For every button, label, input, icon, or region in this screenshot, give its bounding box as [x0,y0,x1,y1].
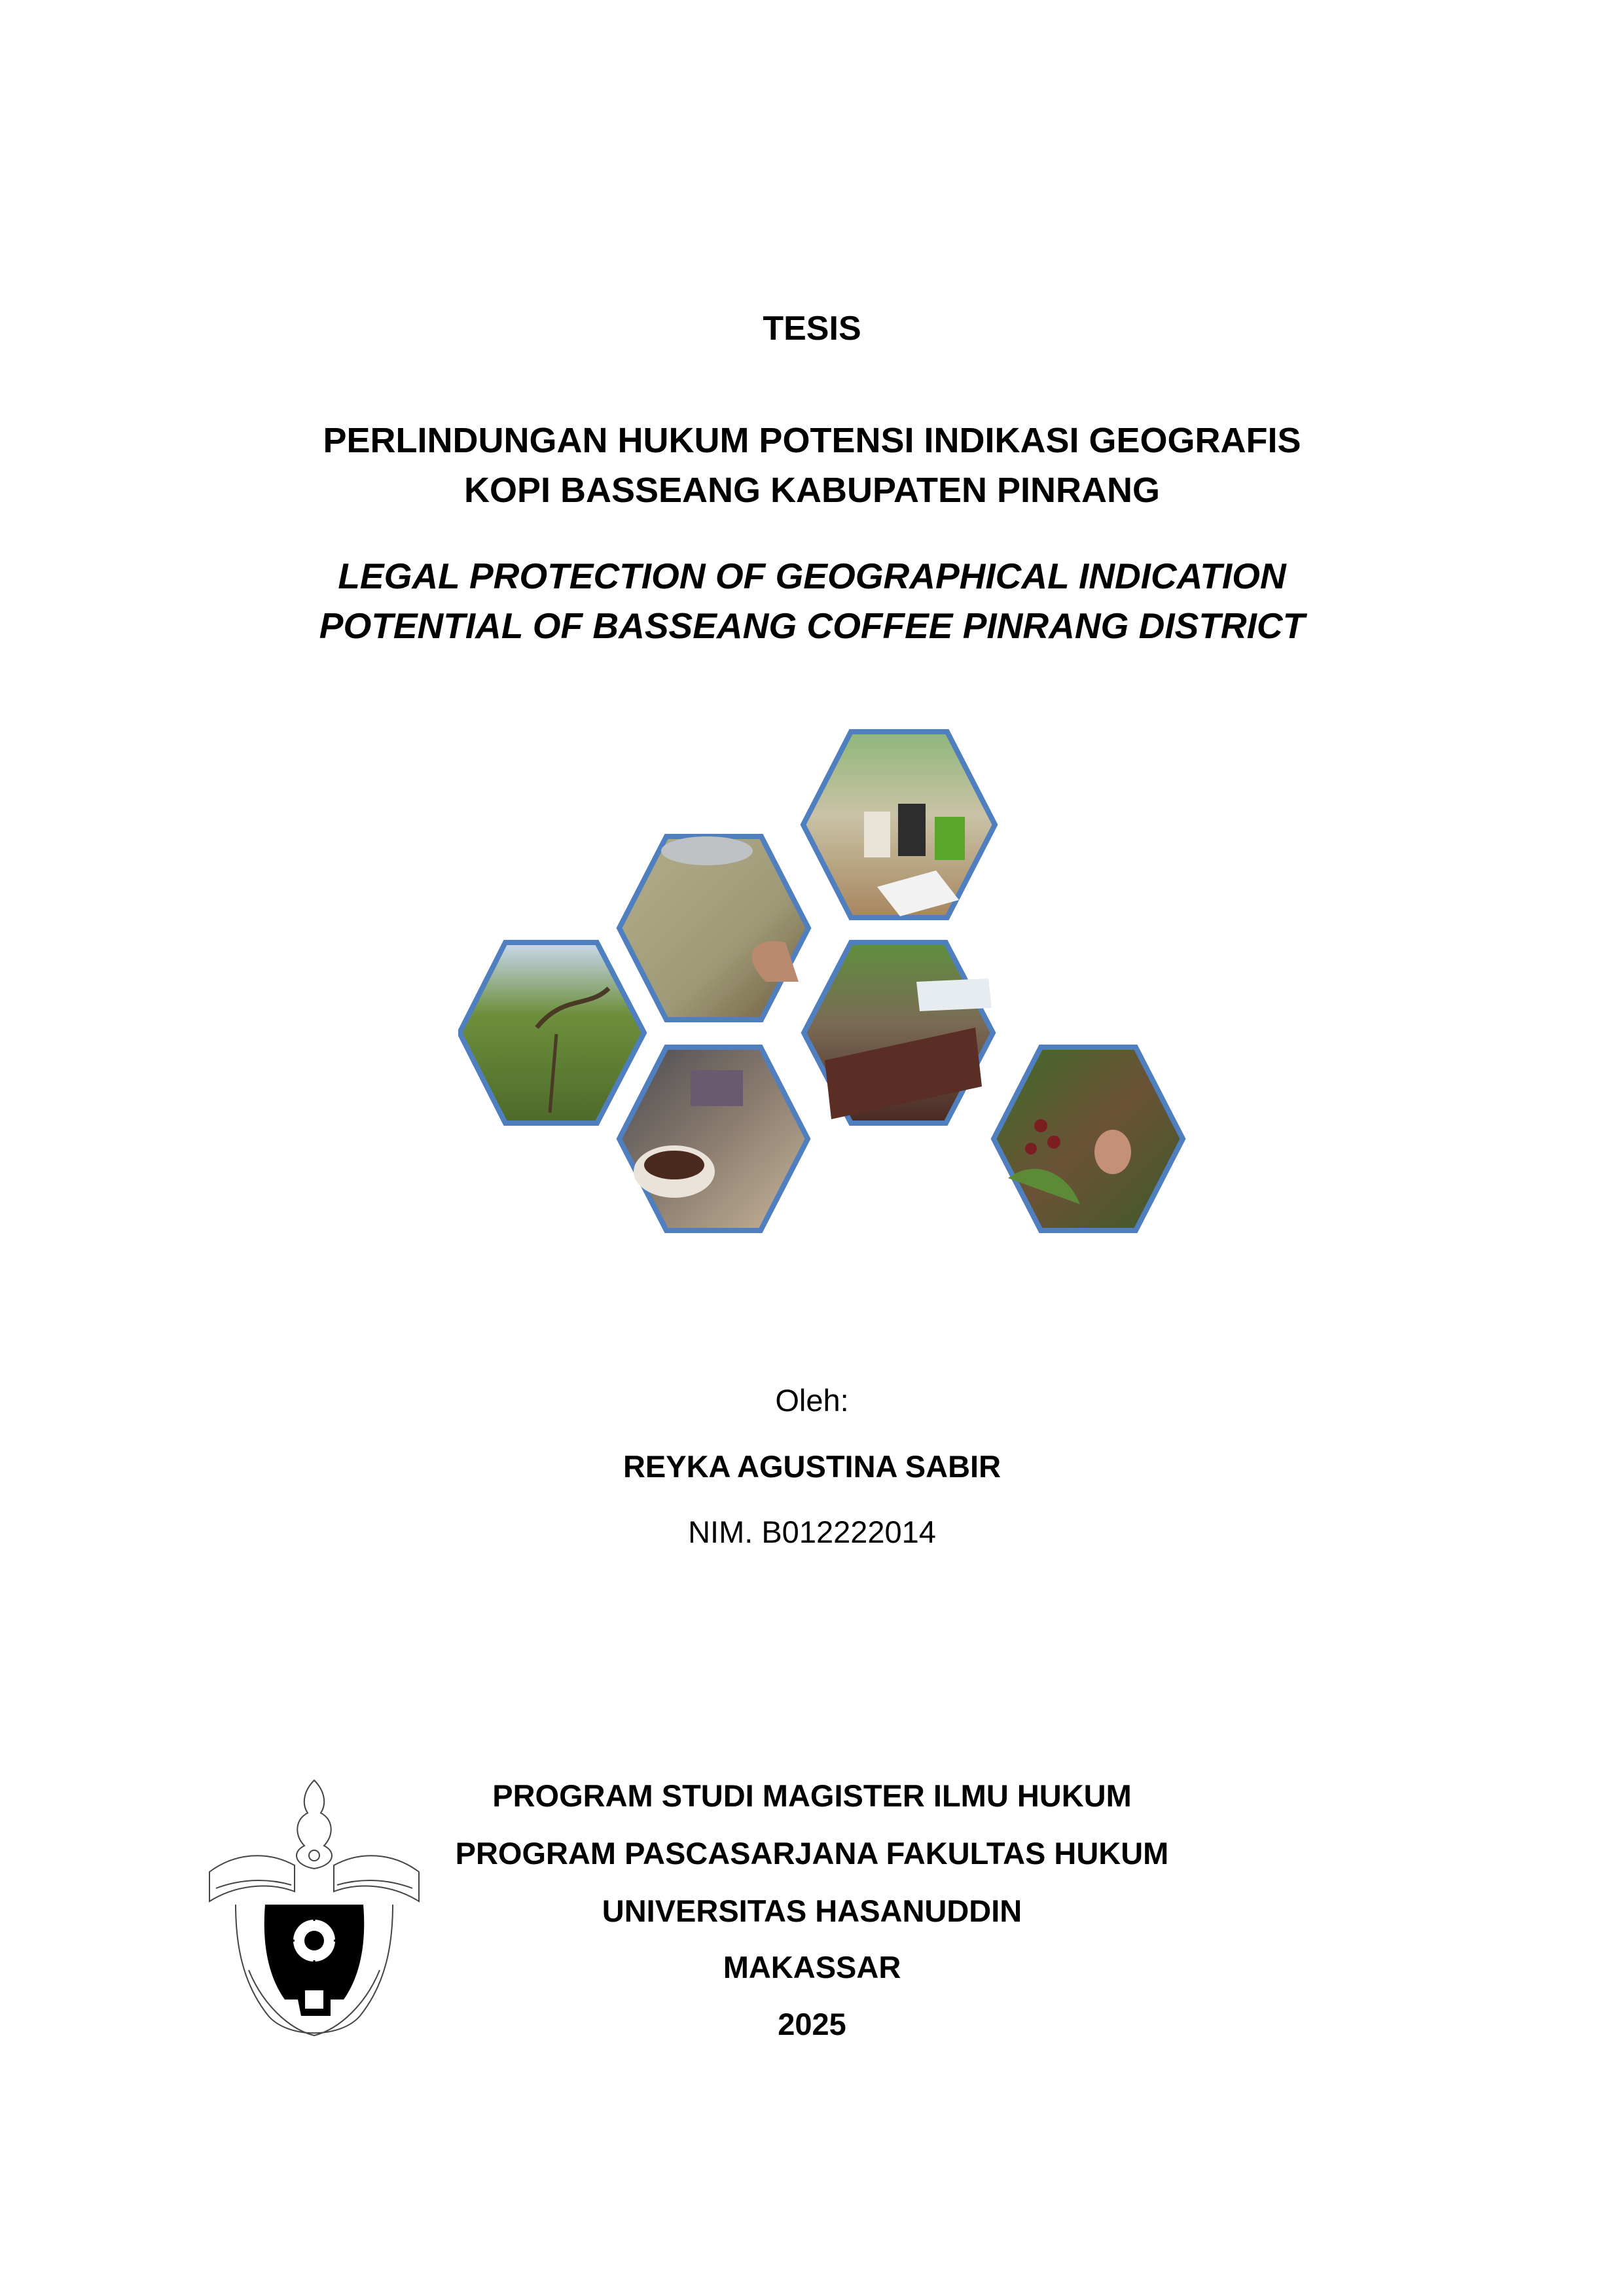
thesis-title-english-line-2: POTENTIAL OF BASSEANG COFFEE PINRANG DISTRICT [319,605,1305,646]
coffee-photo-collage [458,720,1276,1270]
by-label: Oleh: [775,1383,849,1418]
city: MAKASSAR [723,1950,901,1984]
green-coffee-beans-photo [619,836,808,1020]
thesis-title-english-line-1: LEGAL PROTECTION OF GEOGRAPHICAL INDICATION [338,556,1286,596]
coffee-brewing-photo [619,1047,808,1230]
coffee-tree-photo [460,942,644,1123]
year: 2025 [778,2007,846,2041]
author-name: REYKA AGUSTINA SABIR [623,1449,1001,1484]
drying-coffee-beds-photo [804,942,993,1123]
graduate-school: PROGRAM PASCASARJANA FAKULTAS HUKUM [455,1836,1169,1871]
thesis-title-indonesian-line-2: KOPI BASSEANG KABUPATEN PINRANG [463,471,1161,510]
thesis-title-indonesian-line-1: PERLINDUNGAN HUKUM POTENSI INDIKASI GEOGRAFIS [323,421,1301,460]
coffee-cherries-farmer-photo [994,1047,1183,1230]
study-program: PROGRAM STUDI MAGISTER ILMU HUKUM [492,1778,1132,1813]
document-type: TESIS [763,310,861,348]
university-name: UNIVERSITAS HASANUDDIN [602,1893,1022,1928]
student-id: NIM. B012222014 [688,1515,936,1549]
coffee-packaging-photo [803,732,995,918]
